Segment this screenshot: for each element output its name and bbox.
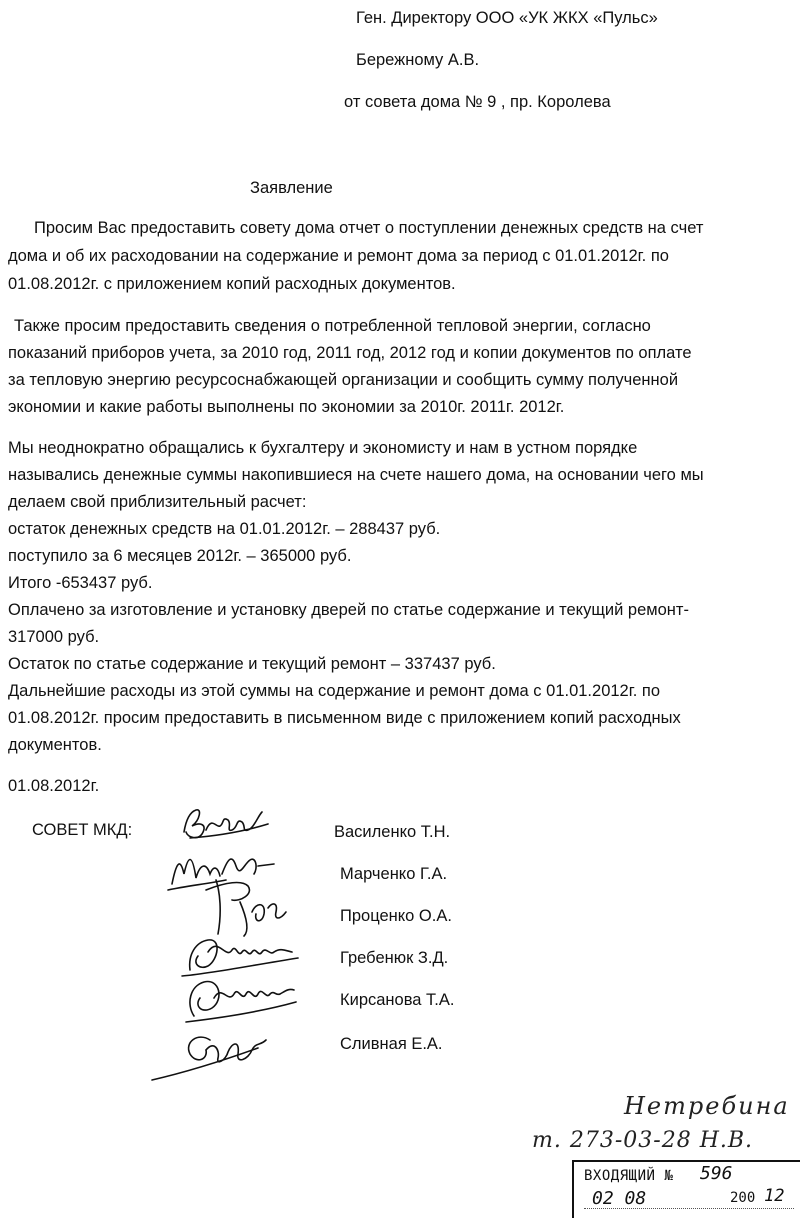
paragraph-line: Просим Вас предоставить совету дома отчет о поступлении денежных средств на счет [34, 219, 704, 237]
signatory-name: Василенко Т.Н. [334, 823, 451, 841]
paragraph-line: Оплачено за изготовление и установку дверей по статье содержание и текущий ремонт- [8, 601, 689, 619]
paragraph-line: за тепловую энергию ресурсоснабжающей организации и сообщить сумму полученной [8, 371, 679, 389]
document-title: Заявление [250, 179, 333, 197]
document-date: 01.08.2012г. [8, 777, 100, 795]
paragraph-line: документов. [8, 736, 102, 754]
signatory-name: Марченко Г.А. [340, 865, 448, 883]
signatory-name: Кирсанова Т.А. [340, 991, 455, 1009]
signatory-name: Проценко О.А. [340, 907, 452, 925]
stamp-date: 02 08 [592, 1188, 647, 1209]
stamp-year-prefix: 200 [730, 1190, 756, 1206]
paragraph-line: Также просим предоставить сведения о потребленной тепловой энергии, согласно [14, 317, 651, 335]
paragraph-line: поступило за 6 месяцев 2012г. – 365000 руб. [8, 547, 352, 565]
addressee-line-1: Ген. Директору ООО «УК ЖКХ «Пульс» [356, 9, 658, 27]
paragraph-line: 01.08.2012г. с приложением копий расходных документов. [8, 275, 456, 293]
stamp-year-hand: 12 [764, 1186, 785, 1206]
paragraph-line: Итого -653437 руб. [8, 574, 153, 592]
paragraph-line: остаток денежных средств на 01.01.2012г. – 288437 руб. [8, 520, 441, 538]
handwritten-note-phone: т. 273-03-28 Н.В. [532, 1128, 754, 1153]
paragraph-line: экономии и какие работы выполнены по экономии за 2010г. 2011г. 2012г. [8, 398, 565, 416]
signature-vasilenko [176, 802, 276, 848]
handwritten-note-name: Нетребина [624, 1092, 790, 1120]
stamp-label: ВХОДЯЩИЙ № [584, 1168, 674, 1184]
addressee-line-2: Бережному А.В. [356, 51, 480, 69]
signatory-name: Гребенюк З.Д. [340, 949, 449, 967]
paragraph-line: Дальнейшие расходы из этой суммы на содержание и ремонт дома с 01.01.2012г. по [8, 682, 661, 700]
stamp-underline [584, 1208, 794, 1209]
signatory-name: Сливная Е.А. [340, 1035, 443, 1053]
paragraph-line: Остаток по статье содержание и текущий ремонт – 337437 руб. [8, 655, 496, 673]
signature-kirsanova [180, 972, 300, 1026]
paragraph-line: 01.08.2012г. просим предоставить в письменном виде с приложением копий расходных [8, 709, 681, 727]
stamp-number: 596 [700, 1163, 733, 1184]
incoming-stamp [572, 1160, 800, 1218]
paragraph-line: делаем свой приблизительный расчет: [8, 493, 307, 511]
signature-slivnaya [148, 1020, 278, 1084]
addressee-line-3: от совета дома № 9 , пр. Королева [344, 93, 611, 111]
paragraph-line: назывались денежные суммы накопившиеся на счете нашего дома, на основании чего мы [8, 466, 704, 484]
paragraph-line: показаний приборов учета, за 2010 год, 2011 год, 2012 год и копии документов по оплате [8, 344, 692, 362]
paragraph-line: Мы неоднократно обращались к бухгалтеру и экономисту и нам в устном порядке [8, 439, 638, 457]
paragraph-line: дома и об их расходовании на содержание и ремонт дома за период с 01.01.2012г. по [8, 247, 669, 265]
paragraph-line: 317000 руб. [8, 628, 100, 646]
council-label: СОВЕТ МКД: [32, 821, 133, 839]
